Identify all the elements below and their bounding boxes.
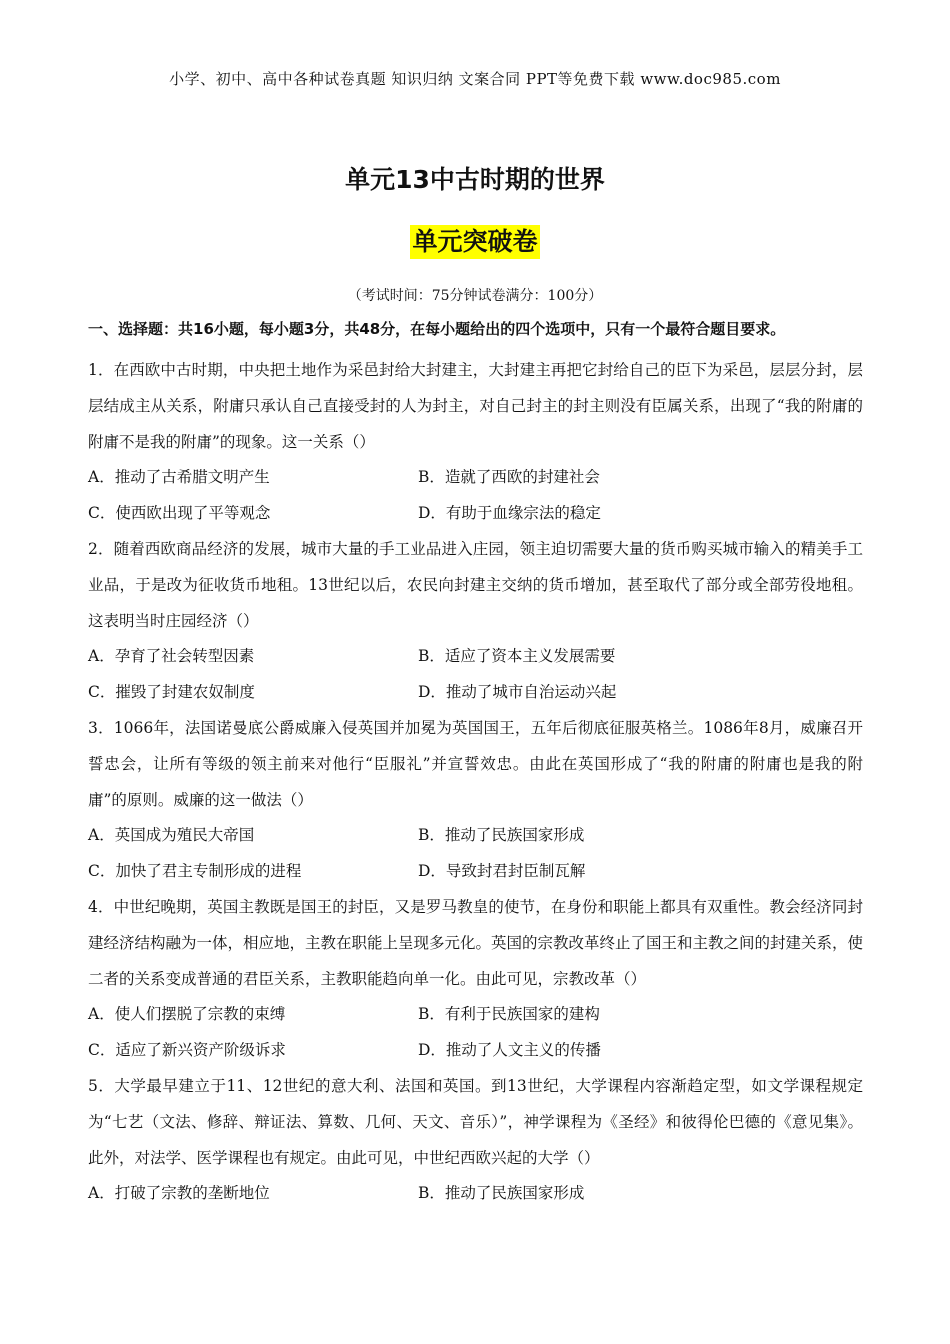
- option-row: [88, 1033, 863, 1069]
- option-c: C．加快了君主专制形成的进程: [88, 862, 302, 881]
- option-row: [88, 1176, 863, 1212]
- option-d: D．推动了城市自治运动兴起: [418, 683, 617, 702]
- option-row: [88, 460, 863, 496]
- option-row: [88, 639, 863, 675]
- option-c: C．使西欧出现了平等观念: [88, 504, 271, 523]
- page-subtitle-highlighted: 单元突破卷: [410, 225, 539, 259]
- question-list: [88, 353, 863, 1212]
- option-d: D．推动了人文主义的传播: [418, 1041, 601, 1060]
- option-a: A．使人们摆脱了宗教的束缚: [88, 1005, 286, 1024]
- option-d: D．导致封君封臣制瓦解: [418, 862, 586, 881]
- question-stem: 5．大学最早建立于11、12世纪的意大利、法国和英国。到13世纪，大学课程内容渐趋定型，如文学课程规定为“七艺（文法、修辞、辩证法、算数、几何、天文、音乐）”，神学课程为《圣经》和彼得伦巴德的《意见集》。此外，对法学、医学课程也有规定。由此可见，中世纪西欧兴起的大学（）: [88, 1076, 863, 1167]
- option-row: [88, 818, 863, 854]
- option-row: [88, 496, 863, 532]
- option-a: A．孕育了社会转型因素: [88, 647, 255, 666]
- question-3: [88, 711, 863, 890]
- question-4: [88, 890, 863, 1069]
- option-c: C．摧毁了封建农奴制度: [88, 683, 255, 702]
- question-1: [88, 353, 863, 532]
- option-a: A．推动了古希腊文明产生: [88, 468, 270, 487]
- option-a: A．英国成为殖民大帝国: [88, 826, 255, 845]
- subtitle-wrapper: [0, 225, 950, 259]
- option-row: [88, 997, 863, 1033]
- option-a: A．打破了宗教的垄断地位: [88, 1184, 270, 1203]
- question-5: [88, 1069, 863, 1212]
- question-stem: 3．1066年，法国诺曼底公爵威廉入侵英国并加冕为英国国王，五年后彻底征服英格兰。1086年8月，威廉召开誓忠会，让所有等级的领主前来对他行“臣服礼”并宣誓效忠。由此在英国形成了“我的附庸的附庸也是我的附庸”的原则。威廉的这一做法（）: [88, 718, 863, 809]
- option-row: [88, 854, 863, 890]
- option-b: B．推动了民族国家形成: [418, 826, 585, 845]
- option-row: [88, 675, 863, 711]
- option-c: C．适应了新兴资产阶级诉求: [88, 1041, 286, 1060]
- page-header: 小学、初中、高中各种试卷真题 知识归纳 文案合同 PPT等免费下载 www.doc985.com: [169, 70, 781, 88]
- option-b: B．造就了西欧的封建社会: [418, 468, 600, 487]
- question-stem: 1．在西欧中古时期，中央把土地作为采邑封给大封建主，大封建主再把它封给自己的臣下为采邑，层层分封，层层结成主从关系，附庸只承认自己直接受封的人为封主，对自己封主的封主则没有臣属关系，出现了“我的附庸的附庸不是我的附庸”的现象。这一关系（）: [88, 361, 863, 451]
- question-2: [88, 532, 863, 711]
- section-title: 一、选择题：共16小题，每小题3分，共48分，在每小题给出的四个选项中，只有一个最符合题目要求。: [88, 320, 786, 338]
- exam-info: （考试时间：75分钟试卷满分：100分）: [347, 288, 603, 304]
- option-b: B．推动了民族国家形成: [418, 1184, 585, 1203]
- option-b: B．适应了资本主义发展需要: [418, 647, 616, 666]
- question-stem: 2．随着西欧商品经济的发展，城市大量的手工业品进入庄园，领主迫切需要大量的货币购买城市输入的精美手工业品，于是改为征收货币地租。13世纪以后，农民向封建主交纳的货币增加，甚至取代了部分或全部劳役地租。这表明当时庄园经济（）: [88, 539, 863, 630]
- question-stem: 4．中世纪晚期，英国主教既是国王的封臣，又是罗马教皇的使节，在身份和职能上都具有双重性。教会经济同封建经济结构融为一体，相应地，主教在职能上呈现多元化。英国的宗教改革终止了国王和主教之间的封建关系，使二者的关系变成普通的君臣关系，主教职能趋向单一化。由此可见，宗教改革（）: [88, 897, 864, 988]
- option-d: D．有助于血缘宗法的稳定: [418, 504, 601, 523]
- option-b: B．有利于民族国家的建构: [418, 1005, 600, 1024]
- page-title: 单元13中古时期的世界: [345, 165, 605, 194]
